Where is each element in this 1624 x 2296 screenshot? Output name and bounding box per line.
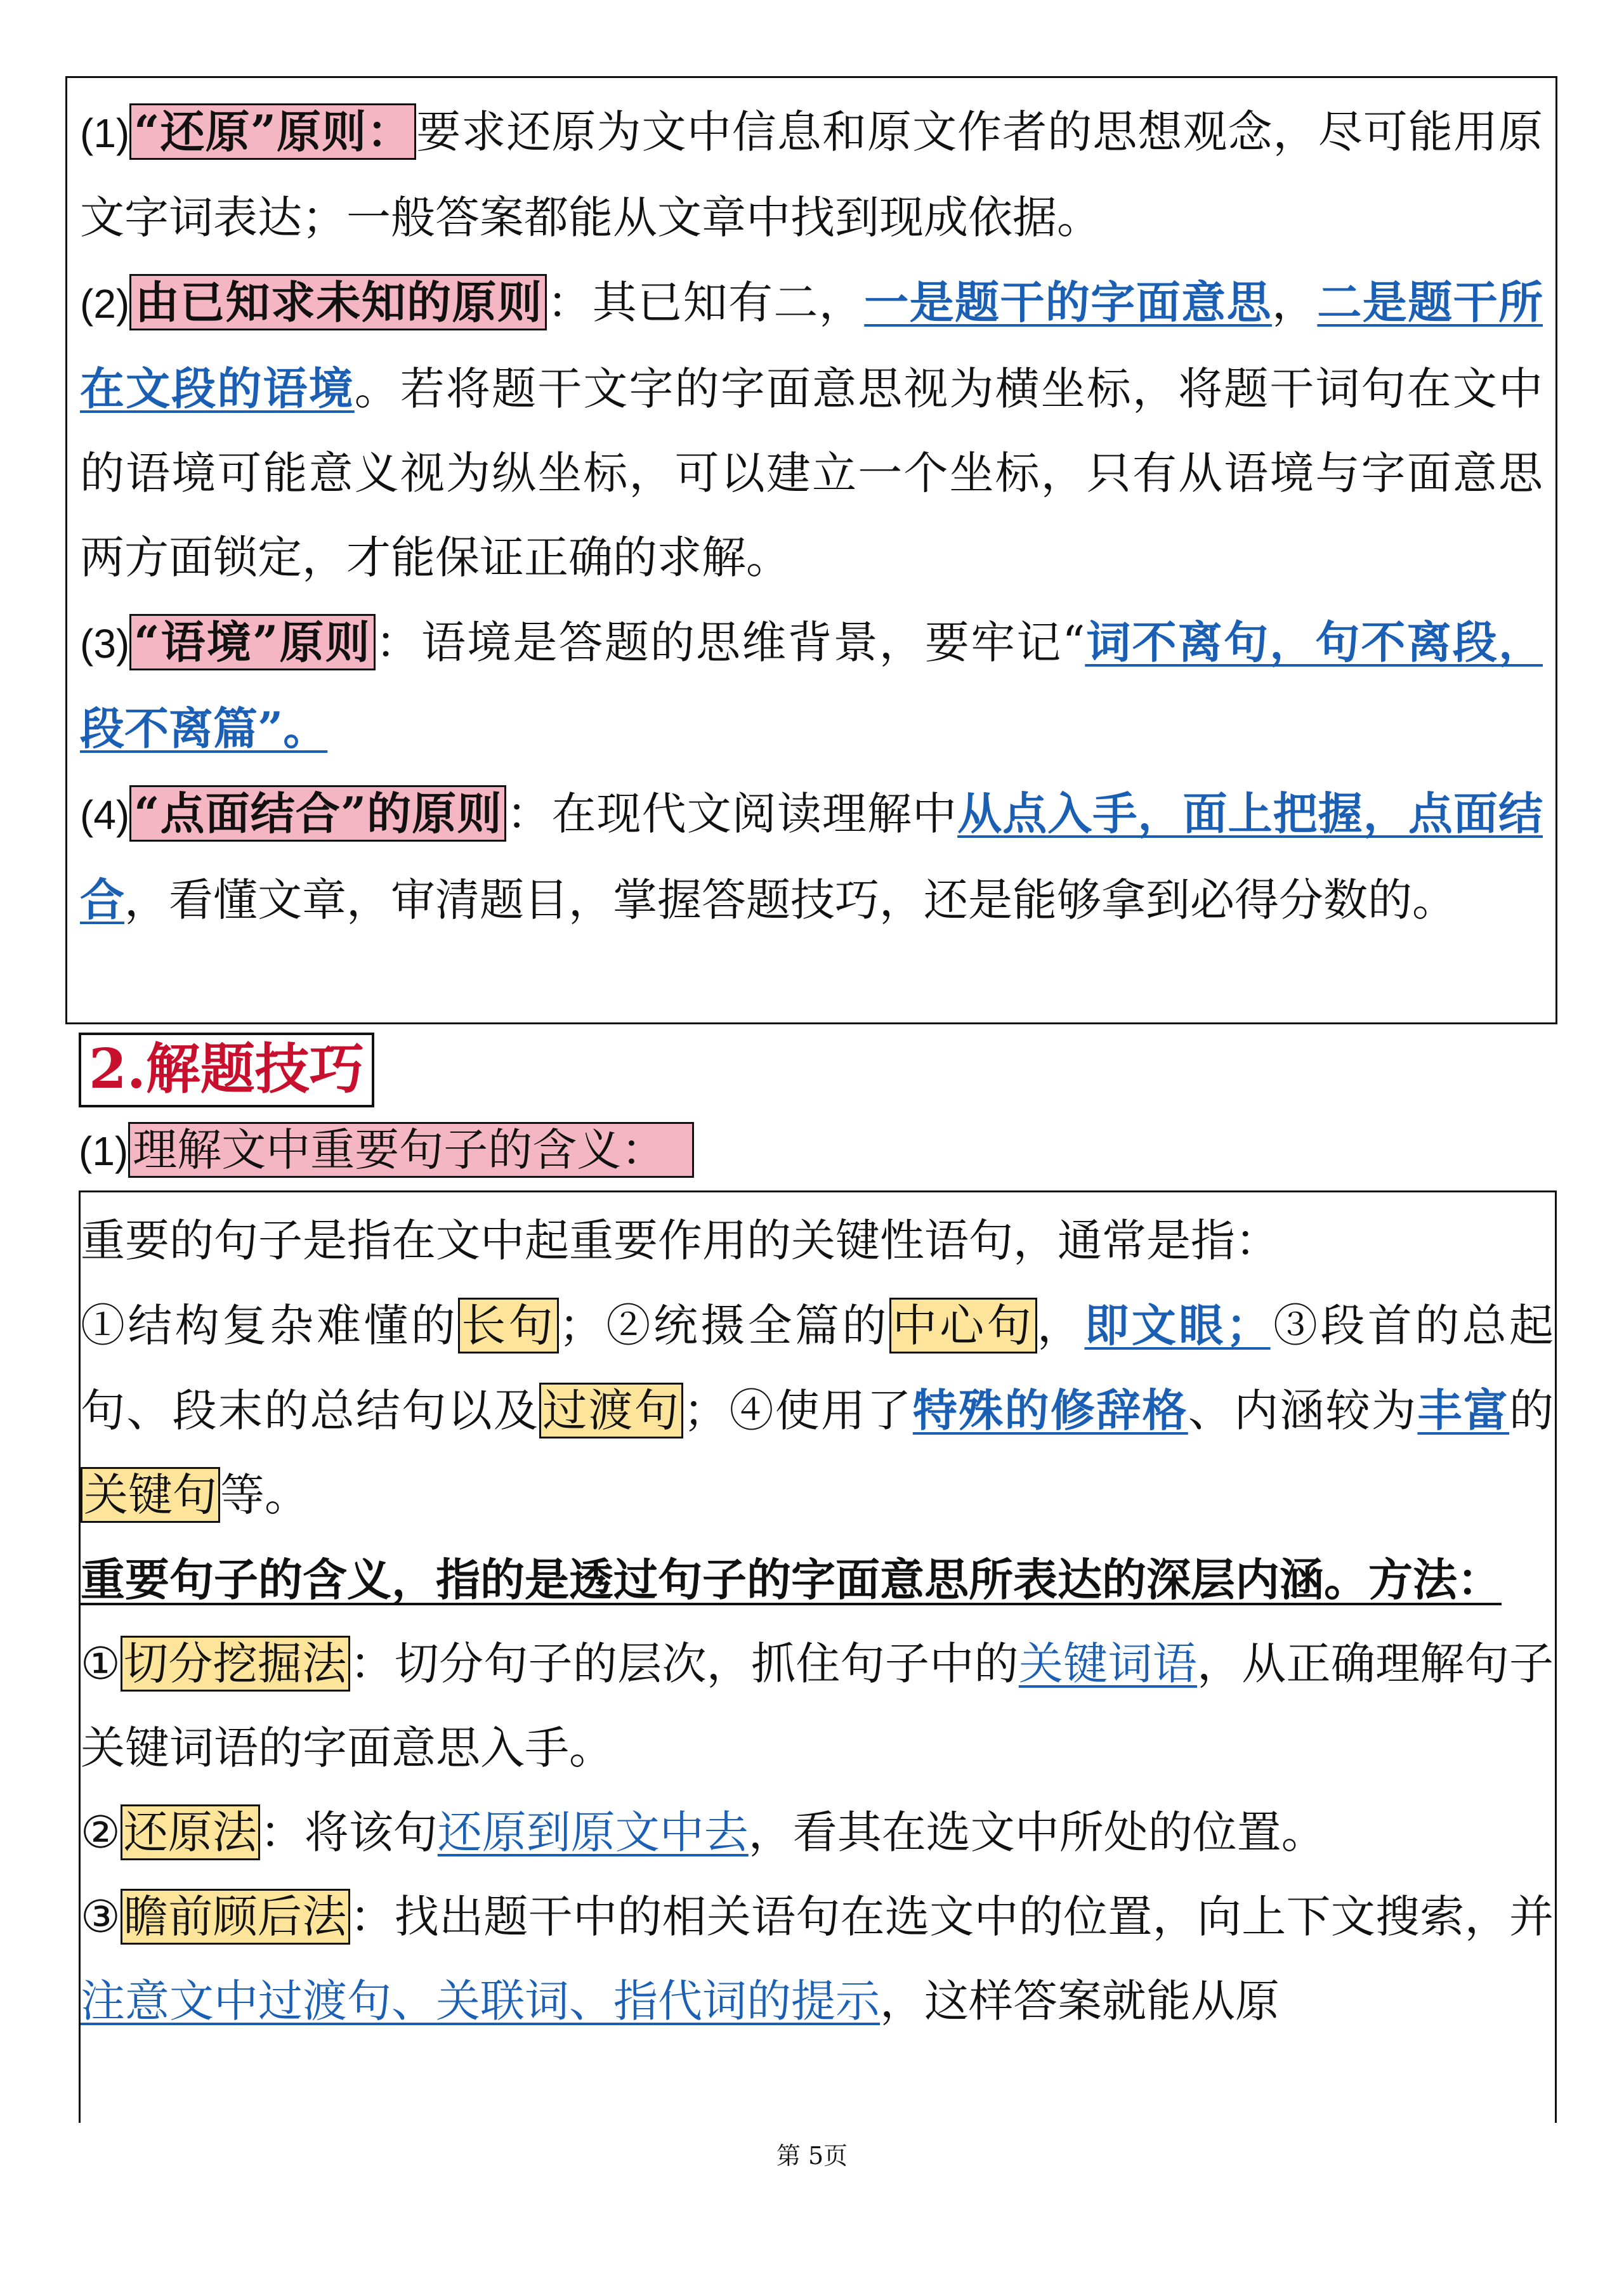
method-text: ，看其在选文中所处的位置。 <box>748 1806 1326 1858</box>
principle-text: ：其已知有二， <box>547 277 865 329</box>
highlight-term: 过渡句 <box>539 1383 683 1438</box>
item-number: (2) <box>80 281 130 327</box>
method-text: ，从正确理解句子关键词语的字面意思入手。 <box>81 1638 1554 1774</box>
method-mark: ② <box>81 1806 121 1858</box>
method-text: ，这样答案就能从原 <box>880 1975 1280 2027</box>
method-text: ：找出题干中的相关语句在选文中的位置，向上下文搜索，并 <box>350 1891 1554 1943</box>
sentences-intro: 重要的句子是指在文中起重要作用的关键性语句，通常是指： <box>81 1215 1280 1267</box>
method-label: 切分挖掘法 <box>121 1636 350 1692</box>
item-number: (1) <box>79 1128 129 1174</box>
principle-text: ，看懂文章，审清题目，掌握答题技巧，还是能够拿到必得分数的。 <box>124 874 1457 926</box>
list-text: 等。 <box>220 1469 309 1521</box>
method-link[interactable]: 还原到原文中去 <box>437 1806 749 1858</box>
principle-point-surface <box>80 771 1543 943</box>
method-link[interactable]: 注意文中过渡句、关联词、指代词的提示 <box>81 1975 880 2027</box>
meaning-heading: 重要句子的含义，指的是透过句子的字面意思所表达的深层内涵。方法： <box>81 1553 1502 1606</box>
list-text: ；④使用了 <box>683 1385 913 1437</box>
list-text: ；②统摄全篇的 <box>559 1300 889 1352</box>
principle-context <box>80 600 1543 771</box>
principle-label: “语境”原则 <box>129 614 376 670</box>
method-mark: ③ <box>81 1891 121 1943</box>
principle-label: “还原”原则： <box>129 103 416 160</box>
method-label: 瞻前顾后法 <box>121 1889 350 1945</box>
highlight-term: 中心句 <box>889 1298 1037 1353</box>
method-mark: ① <box>81 1638 121 1690</box>
term-link[interactable]: 即文眼； <box>1084 1299 1271 1352</box>
term-link[interactable]: 特殊的修辞格 <box>912 1384 1188 1437</box>
method-text: ：切分句子的层次，抓住句子中的 <box>350 1638 1019 1690</box>
subsection-title <box>79 1118 694 1183</box>
item-number: (4) <box>80 792 130 838</box>
highlight-term: 长句 <box>458 1298 559 1353</box>
principle-label: “点面结合”的原则 <box>129 785 506 842</box>
list-text: 、内涵较为 <box>1188 1385 1418 1437</box>
subsection-label: 理解文中重要句子的含义： <box>128 1122 694 1178</box>
list-text: ③段首的总起句、段末的总结句以及 <box>81 1300 1554 1437</box>
list-text: ， <box>1037 1300 1085 1352</box>
principle-link[interactable]: 一是题干的字面意思 <box>864 276 1272 329</box>
method-look-around <box>81 1875 1555 2044</box>
list-text: 的 <box>1509 1385 1554 1437</box>
item-number: (1) <box>80 110 130 156</box>
principle-text: ：在现代文阅读理解中 <box>506 788 958 840</box>
principle-link[interactable]: 词不离句，句不离段，段不离篇”。 <box>80 616 1543 755</box>
item-number: (3) <box>80 621 130 667</box>
principle-text: 要求还原为文中信息和原文作者的思想观念，尽可能用原文字词表达；一般答案都能从文章中找到现成依据。 <box>80 106 1543 244</box>
principle-link[interactable]: 二是题干所在文段的语境 <box>80 276 1543 415</box>
method-restore <box>81 1790 1555 1875</box>
highlight-term: 关键句 <box>81 1467 220 1523</box>
method-label: 还原法 <box>121 1804 260 1860</box>
principle-known-unknown <box>80 260 1543 600</box>
method-segment <box>81 1622 1555 1790</box>
sentences-box <box>79 1190 1557 2123</box>
principle-text: 。若将题干文字的字面意思视为横坐标，将题干词句在文中的语境可能意义视为纵坐标，可以建立一个坐标，只有从语境与字面意思两方面锁定，才能保证正确的求解。 <box>80 363 1543 584</box>
term-link[interactable]: 丰富 <box>1417 1384 1510 1437</box>
section-title: 2.解题技巧 <box>79 1033 374 1107</box>
list-text: ①结构复杂难懂的 <box>81 1300 459 1352</box>
principle-text: ：语境是答题的思维背景，要牢记“ <box>375 616 1085 669</box>
principle-restore <box>80 89 1543 260</box>
principles-box <box>65 76 1557 1024</box>
method-link[interactable]: 关键词语 <box>1018 1638 1197 1690</box>
method-text: ：将该句 <box>259 1806 438 1858</box>
sentence-types-list <box>81 1283 1555 1537</box>
principle-text: ， <box>1271 277 1318 329</box>
principle-link[interactable]: 从点入手，面上把握，点面结合 <box>80 787 1543 926</box>
principle-label: 由已知求未知的原则 <box>129 274 547 330</box>
page-number: 第 5页 <box>776 2142 848 2170</box>
